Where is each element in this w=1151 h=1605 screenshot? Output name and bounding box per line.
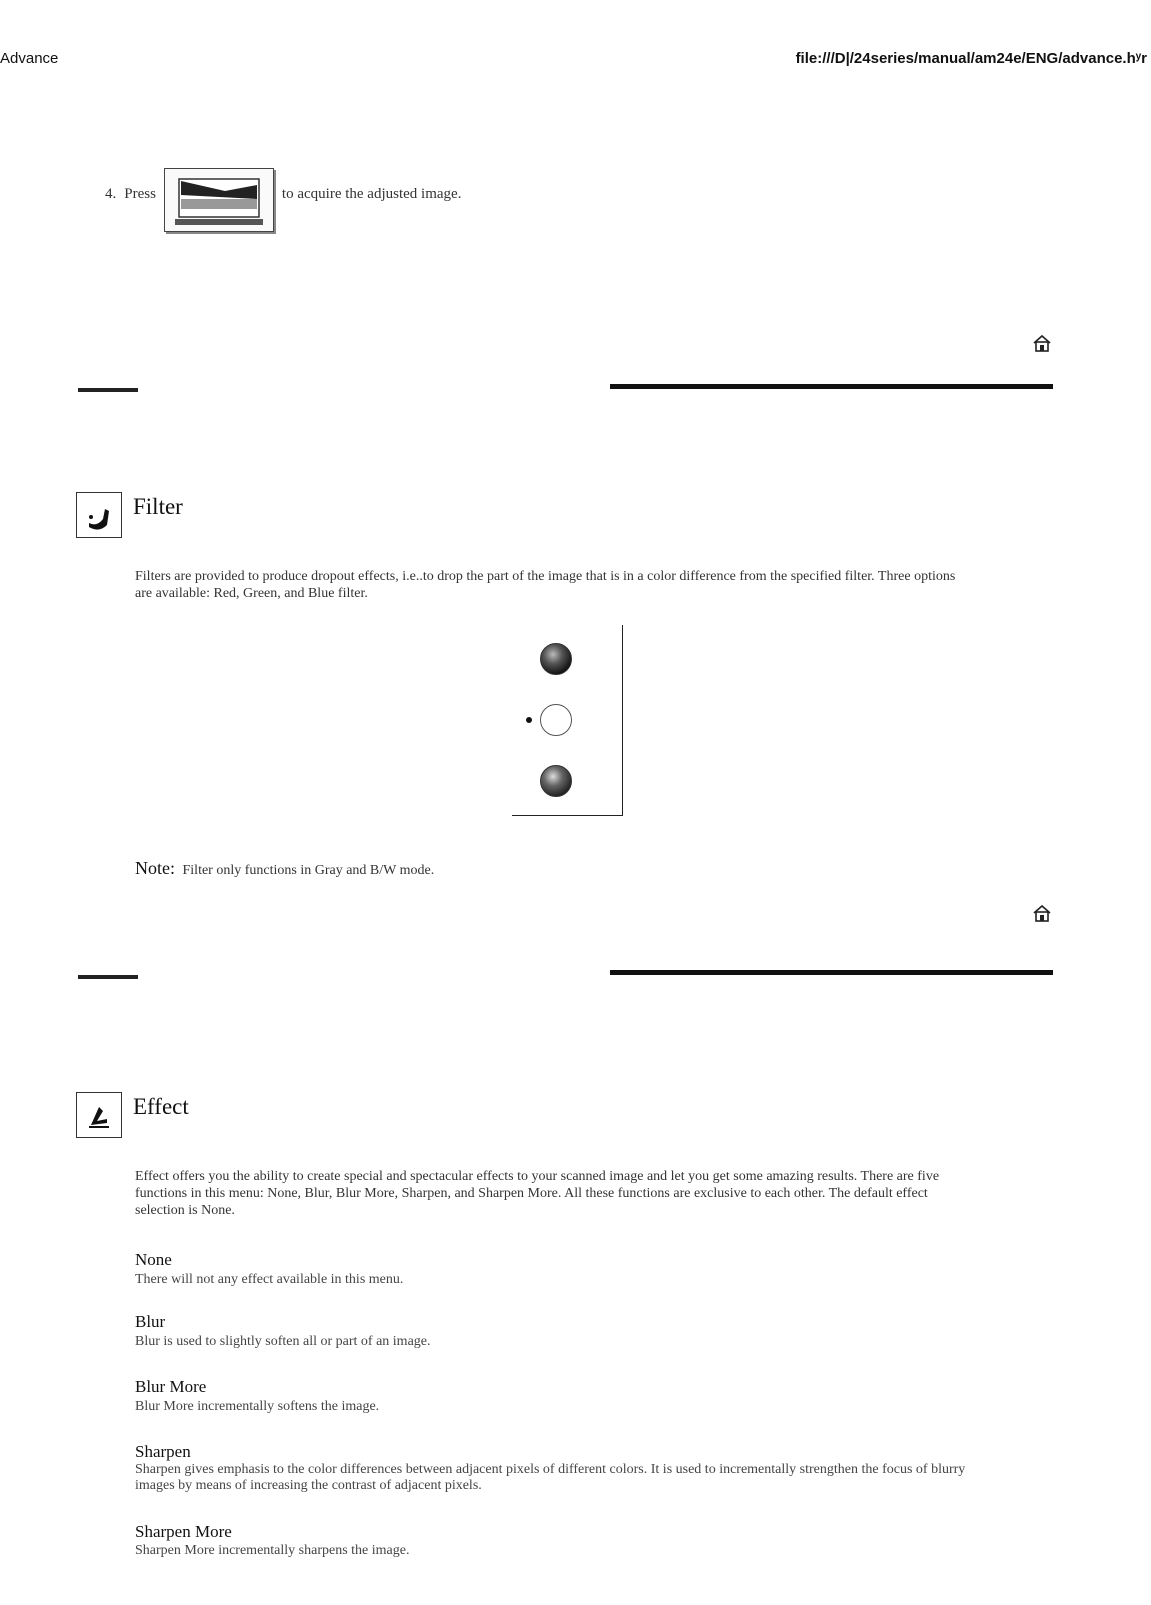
effect-item-title: Sharpen More	[135, 1522, 232, 1541]
note-text: Filter only functions in Gray and B/W mode.	[182, 863, 435, 878]
divider-short	[78, 975, 138, 979]
filter-option-blue[interactable]	[540, 765, 572, 797]
effect-item-text: Sharpen More incrementally sharpens the image.	[135, 1543, 410, 1558]
filter-note	[135, 858, 434, 879]
effect-description: Effect offers you the ability to create special and spectacular effects to your scanned image and let you get some amazing results. There are five functions in this menu: None, Blur, Blur More, Sharpen, and Sharpen More. All these functions are exclusive to each other. The default effect selection is None.	[135, 1169, 940, 1218]
effect-icon	[76, 1092, 122, 1138]
filter-icon	[76, 492, 122, 538]
filter-option-green[interactable]	[540, 704, 572, 736]
acquire-button-icon	[165, 169, 273, 231]
page-title: Advance	[0, 50, 59, 67]
home-icon[interactable]	[1032, 903, 1052, 923]
step-number: 4.	[105, 185, 117, 202]
effect-item-title: Blur More	[135, 1377, 207, 1396]
divider-short	[78, 388, 138, 392]
effect-item-title: None	[135, 1250, 172, 1269]
filter-option-red[interactable]	[540, 643, 572, 675]
effect-item-title: Blur	[135, 1312, 166, 1331]
filter-options-panel	[512, 625, 623, 816]
step-four	[105, 162, 461, 226]
effect-item-title: Sharpen	[135, 1442, 191, 1461]
selection-dot	[526, 717, 532, 723]
effect-title: Effect	[133, 1094, 189, 1119]
note-label: Note:	[135, 858, 175, 878]
step-text-before: Press	[124, 185, 156, 202]
effect-item-text: There will not any effect available in this menu.	[135, 1272, 404, 1287]
effect-item-text: Sharpen gives emphasis to the color differences between adjacent pixels of different colors. It is used to incrementally strengthen the focus of blurry images by means of increasing the contrast of adjacent pixels.	[135, 1462, 966, 1493]
effect-item-text: Blur is used to slightly soften all or part of an image.	[135, 1334, 431, 1349]
acquire-button[interactable]	[164, 168, 274, 232]
divider-long	[610, 970, 1053, 975]
effect-item-text: Blur More incrementally softens the image.	[135, 1399, 380, 1414]
page-url: file:///D|/24series/manual/am24e/ENG/advance.hʸr	[795, 50, 1147, 67]
filter-title: Filter	[133, 494, 183, 519]
step-text-after: to acquire the adjusted image.	[281, 185, 462, 202]
filter-description: Filters are provided to produce dropout effects, i.e..to drop the part of the image that is in a color difference from the specified filter. Three options are available: Red, Green, and Blue filter.	[135, 569, 956, 601]
home-icon[interactable]	[1032, 333, 1052, 353]
divider-long	[610, 384, 1053, 389]
